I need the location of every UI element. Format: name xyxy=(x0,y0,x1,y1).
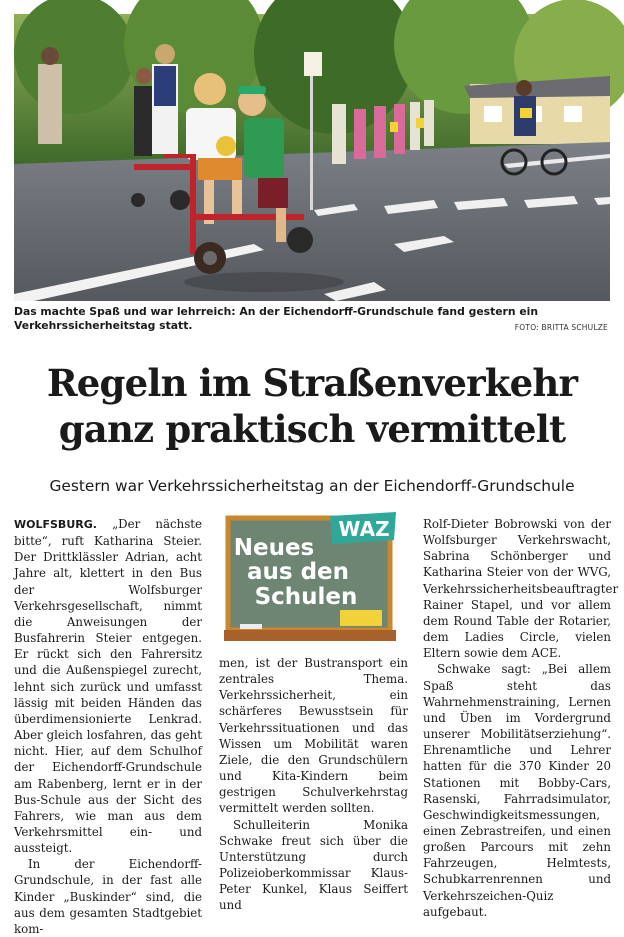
article-column-2 xyxy=(219,655,408,914)
article-paragraph-2-cont xyxy=(219,655,408,817)
article-text-1: „Der nächste bitte“, ruft Katharina Steier. Der Drittklässler Adrian, acht Jahre alt, klettert in den Bus der Wolfsburger Verkehrsgesellschaft, nimmt die Anweisungen der Busfahrerin Steier entgegen. Er rückt sich den Fahrersitz und die Außenspiegel zurecht, lehnt sich zurück und umfasst lässig mit beiden Händen das überdimensionierte Lenkrad. Aber gleich losfahren, das geht nicht. Hier, auf dem Schulhof der Eichendorff-Grundschule am Rabenberg, lernt er in der Bus-Schule aus der Sicht des Fahrers, wie man aus dem Verkehrsmittel ein- und aussteigt. xyxy=(14,517,202,856)
photo-credit: FOTO: BRITTA SCHULZE xyxy=(514,323,608,332)
subheadline: Gestern war Verkehrssicherheitstag an der Eichendorff-Grundschule xyxy=(49,477,575,495)
article-paragraph-3-cont xyxy=(423,516,619,661)
article-paragraph-4 xyxy=(423,661,611,920)
article-column-1 xyxy=(14,516,202,937)
neues-aus-den-schulen-logo xyxy=(222,512,398,643)
logo-brand: WAZ xyxy=(338,517,390,541)
headline xyxy=(0,360,624,452)
logo-line-3: Schulen xyxy=(254,584,358,610)
logo-line-1: Neues xyxy=(233,535,315,561)
headline-line-2: ganz praktisch vermittelt xyxy=(58,407,566,451)
dateline: WOLFSBURG. xyxy=(14,518,97,531)
article-photo xyxy=(14,14,610,301)
photo-caption: Das machte Spaß und war lehrreich: An der Eichendorff-Grundschule fand gestern ein Verkehrssicherheitstag statt. xyxy=(14,305,539,332)
schoolyard-photo xyxy=(14,14,610,301)
headline-line-1: Regeln im Straßenverkehr xyxy=(46,361,578,405)
article-text-2a: In der Eichendorff-Grundschule, in der fast alle Kinder „Buskinder“ sind, die aus dem gesamten Stadtgebiet kom- xyxy=(14,857,202,936)
article-text-3b: Rolf-Dieter Bobrowski von der Wolfsburger Verkehrswacht, Sabrina Schönberger und Katharina Steier von der WVG, Verkehrssicherheitsbeauftragter Rainer Stapel, und vor allem dem Round Table der Rotarier, dem Ladies Circle, vielen Eltern sowie dem ACE. xyxy=(423,517,619,661)
article-paragraph-2 xyxy=(14,856,202,937)
article-paragraph-3 xyxy=(219,817,408,914)
waz-badge xyxy=(330,512,396,544)
article-paragraph-1 xyxy=(14,516,202,856)
article-text-3a: Schulleiterin Monika Schwake freut sich über die Unterstützung durch Polizeioberkommissar Klaus-Peter Kunkel, Klaus Seiffert und xyxy=(219,817,408,913)
article-text-4: Schwake sagt: „Bei allem Spaß steht das Wahrnehmenstraining, Lernen und Üben im Vordergrund unserer Mobilitätserziehung“. Ehrenamtliche und Lehrer hatten für die 370 Kinder 20 Stationen mit Bobby-Cars, Rasenski, Fahrradsimulator, Geschwindigkeitsmessungen, einen Zebrastreifen, und einen großen Parcours mit zehn Fahrzeugen, Helmtests, Schubkarrenrennen und Verkehrszeichen-Quiz aufgebaut. xyxy=(423,662,611,919)
article-column-3 xyxy=(423,516,619,920)
article-text-2b: men, ist der Bustransport ein zentrales Thema. Verkehrssicherheit, ein schärferes Bewusstsein für Verkehrssituationen und das Wissen um Mobilität waren Ziele, die den Grundschülern und Kita-Kindern beim gestrigen Schulverkehrstag vermittelt werden sollten. xyxy=(219,656,408,816)
logo-line-2: aus den xyxy=(246,559,350,585)
